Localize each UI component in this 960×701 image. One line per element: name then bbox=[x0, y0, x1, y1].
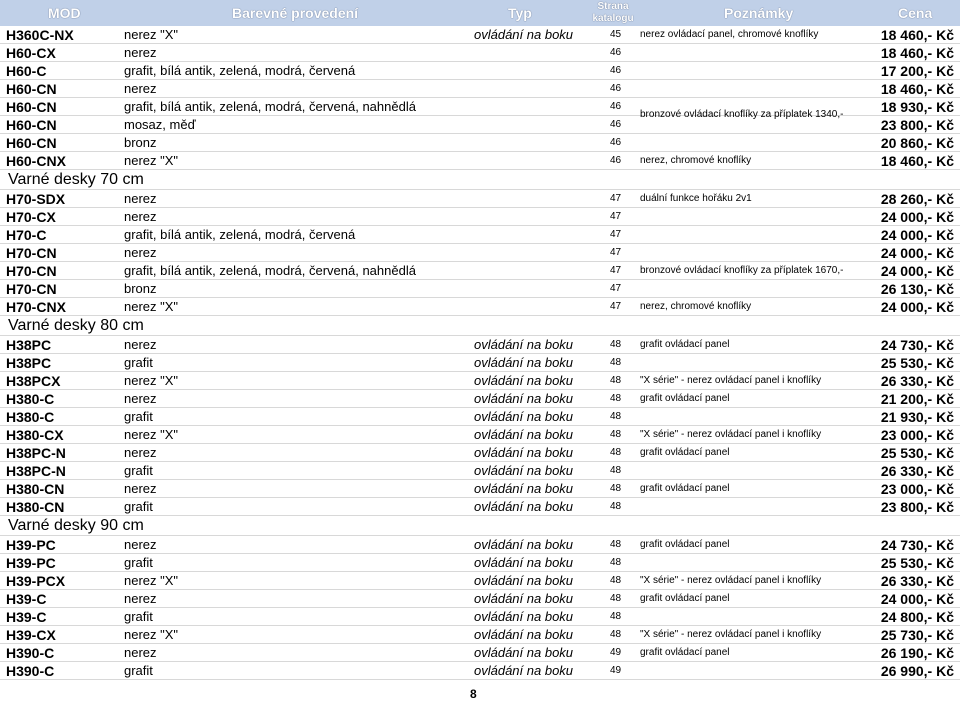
page-cell: 48 bbox=[610, 393, 622, 404]
model-cell: H70-CX bbox=[6, 209, 56, 225]
type-cell: ovládání na boku bbox=[474, 427, 574, 442]
page-cell: 48 bbox=[610, 611, 622, 622]
page-cell: 48 bbox=[610, 375, 622, 386]
note-cell: grafit ovládací panel bbox=[640, 647, 730, 658]
note-cell: "X série" - nerez ovládací panel i knoflíky bbox=[640, 575, 822, 586]
note-cell: grafit ovládací panel bbox=[640, 483, 730, 494]
header-notes: Poznámky bbox=[724, 5, 794, 21]
model-cell: H60-CX bbox=[6, 45, 56, 61]
model-cell: H380-C bbox=[6, 409, 55, 425]
table-row bbox=[0, 644, 960, 662]
table-row bbox=[0, 572, 960, 590]
note-cell: bronzové ovládací knoflíky za příplatek 1670,- bbox=[640, 265, 844, 276]
color-cell: grafit, bílá antik, zelená, modrá, červená, nahnědlá bbox=[124, 263, 416, 278]
page-cell: 46 bbox=[610, 155, 622, 166]
header-page bbox=[590, 1, 636, 25]
price-cell: 24 000,- Kč bbox=[880, 209, 954, 225]
color-cell: nerez "X" bbox=[124, 299, 179, 314]
color-cell: nerez "X" bbox=[124, 627, 179, 642]
table-row bbox=[0, 190, 960, 208]
table-row bbox=[0, 336, 960, 354]
section-title: Varné desky 70 cm bbox=[8, 171, 144, 188]
table-row bbox=[0, 408, 960, 426]
model-cell: H70-CN bbox=[6, 263, 57, 279]
table-row bbox=[0, 662, 960, 680]
note-cell: "X série" - nerez ovládací panel i knoflíky bbox=[640, 429, 822, 440]
type-cell: ovládání na boku bbox=[474, 573, 574, 588]
price-cell: 18 460,- Kč bbox=[880, 45, 954, 61]
table-row bbox=[0, 536, 960, 554]
price-cell: 24 000,- Kč bbox=[880, 591, 954, 607]
model-cell: H70-C bbox=[6, 227, 47, 243]
note-cell: grafit ovládací panel bbox=[640, 339, 730, 350]
page-cell: 48 bbox=[610, 411, 622, 422]
color-cell: nerez bbox=[124, 337, 157, 352]
price-cell: 24 800,- Kč bbox=[880, 609, 954, 625]
price-cell: 26 330,- Kč bbox=[880, 573, 954, 589]
price-table bbox=[0, 26, 960, 680]
page-cell: 46 bbox=[610, 137, 622, 148]
price-cell: 18 460,- Kč bbox=[880, 81, 954, 97]
model-cell: H390-C bbox=[6, 645, 55, 661]
price-cell: 25 730,- Kč bbox=[880, 627, 954, 643]
page-cell: 46 bbox=[610, 101, 622, 112]
price-cell: 18 460,- Kč bbox=[880, 153, 954, 169]
type-cell: ovládání na boku bbox=[474, 337, 574, 352]
table-row bbox=[0, 62, 960, 80]
color-cell: grafit, bílá antik, zelená, modrá, červená, nahnědlá bbox=[124, 99, 416, 114]
page-cell: 48 bbox=[610, 483, 622, 494]
page-cell: 47 bbox=[610, 247, 622, 258]
type-cell: ovládání na boku bbox=[474, 27, 574, 42]
color-cell: nerez bbox=[124, 191, 157, 206]
page-number: 8 bbox=[470, 687, 477, 701]
model-cell: H360C-NX bbox=[6, 27, 74, 43]
model-cell: H70-CN bbox=[6, 281, 57, 297]
price-cell: 24 000,- Kč bbox=[880, 227, 954, 243]
price-cell: 25 530,- Kč bbox=[880, 555, 954, 571]
color-cell: nerez "X" bbox=[124, 27, 179, 42]
page-cell: 48 bbox=[610, 465, 622, 476]
page-cell: 48 bbox=[610, 593, 622, 604]
table-header bbox=[0, 0, 960, 26]
model-cell: H70-CNX bbox=[6, 299, 66, 315]
price-cell: 18 930,- Kč bbox=[880, 99, 954, 115]
color-cell: nerez bbox=[124, 537, 157, 552]
type-cell: ovládání na boku bbox=[474, 355, 574, 370]
table-row bbox=[0, 26, 960, 44]
table-row bbox=[0, 426, 960, 444]
price-cell: 26 330,- Kč bbox=[880, 373, 954, 389]
page-cell: 47 bbox=[610, 283, 622, 294]
color-cell: nerez bbox=[124, 445, 157, 460]
table-row bbox=[0, 152, 960, 170]
section-heading bbox=[0, 316, 960, 336]
price-cell: 18 460,- Kč bbox=[880, 27, 954, 43]
page-cell: 46 bbox=[610, 47, 622, 58]
table-row bbox=[0, 298, 960, 316]
page-cell: 48 bbox=[610, 447, 622, 458]
model-cell: H380-CX bbox=[6, 427, 64, 443]
color-cell: grafit, bílá antik, zelená, modrá, červená bbox=[124, 227, 356, 242]
type-cell: ovládání na boku bbox=[474, 609, 574, 624]
model-cell: H39-PC bbox=[6, 555, 56, 571]
page-cell: 47 bbox=[610, 229, 622, 240]
model-cell: H380-C bbox=[6, 391, 55, 407]
price-cell: 20 860,- Kč bbox=[880, 135, 954, 151]
price-cell: 17 200,- Kč bbox=[880, 63, 954, 79]
price-cell: 25 530,- Kč bbox=[880, 355, 954, 371]
table-row bbox=[0, 462, 960, 480]
table-row bbox=[0, 372, 960, 390]
model-cell: H60-CNX bbox=[6, 153, 66, 169]
page-cell: 46 bbox=[610, 65, 622, 76]
color-cell: bronz bbox=[124, 135, 157, 150]
page-cell: 45 bbox=[610, 29, 622, 40]
price-cell: 26 330,- Kč bbox=[880, 463, 954, 479]
type-cell: ovládání na boku bbox=[474, 409, 574, 424]
price-cell: 24 000,- Kč bbox=[880, 299, 954, 315]
page-cell: 46 bbox=[610, 119, 622, 130]
page-cell: 48 bbox=[610, 575, 622, 586]
color-cell: grafit, bílá antik, zelená, modrá, červená bbox=[124, 63, 356, 78]
header-page-line2: katalogu bbox=[592, 13, 634, 24]
table-row bbox=[0, 498, 960, 516]
type-cell: ovládání na boku bbox=[474, 537, 574, 552]
model-cell: H60-CN bbox=[6, 99, 57, 115]
model-cell: H38PC bbox=[6, 337, 52, 353]
page-cell: 49 bbox=[610, 647, 622, 658]
header-type: Typ bbox=[508, 5, 532, 21]
header-colors: Barevné provedení bbox=[232, 5, 359, 21]
table-row bbox=[0, 208, 960, 226]
type-cell: ovládání na boku bbox=[474, 555, 574, 570]
section-title: Varné desky 80 cm bbox=[8, 317, 144, 334]
price-cell: 26 990,- Kč bbox=[880, 663, 954, 679]
table-row bbox=[0, 480, 960, 498]
note-cell: grafit ovládací panel bbox=[640, 593, 730, 604]
model-cell: H380-CN bbox=[6, 481, 65, 497]
header-mod: MOD bbox=[48, 5, 81, 21]
model-cell: H60-CN bbox=[6, 81, 57, 97]
price-cell: 23 800,- Kč bbox=[880, 499, 954, 515]
page-cell: 47 bbox=[610, 265, 622, 276]
color-cell: nerez bbox=[124, 591, 157, 606]
note-cell: nerez, chromové knoflíky bbox=[640, 155, 752, 166]
page-cell: 49 bbox=[610, 665, 622, 676]
model-cell: H38PC-N bbox=[6, 445, 66, 461]
section-heading bbox=[0, 170, 960, 190]
price-cell: 23 000,- Kč bbox=[880, 481, 954, 497]
color-cell: nerez "X" bbox=[124, 573, 179, 588]
type-cell: ovládání na boku bbox=[474, 499, 574, 514]
table-row bbox=[0, 262, 960, 280]
note-cell: nerez ovládací panel, chromové knoflíky bbox=[640, 29, 819, 40]
page-cell: 48 bbox=[610, 339, 622, 350]
color-cell: nerez "X" bbox=[124, 427, 179, 442]
color-cell: grafit bbox=[124, 409, 153, 424]
note-cell: grafit ovládací panel bbox=[640, 447, 730, 458]
type-cell: ovládání na boku bbox=[474, 645, 574, 660]
price-cell: 24 730,- Kč bbox=[880, 537, 954, 553]
price-cell: 23 000,- Kč bbox=[880, 427, 954, 443]
type-cell: ovládání na boku bbox=[474, 481, 574, 496]
model-cell: H38PC-N bbox=[6, 463, 66, 479]
color-cell: nerez bbox=[124, 391, 157, 406]
price-cell: 28 260,- Kč bbox=[880, 191, 954, 207]
price-cell: 23 800,- Kč bbox=[880, 117, 954, 133]
model-cell: H39-C bbox=[6, 591, 47, 607]
model-cell: H60-CN bbox=[6, 135, 57, 151]
type-cell: ovládání na boku bbox=[474, 391, 574, 406]
model-cell: H38PC bbox=[6, 355, 52, 371]
table-row bbox=[0, 134, 960, 152]
table-row bbox=[0, 626, 960, 644]
table-row bbox=[0, 80, 960, 98]
table-row bbox=[0, 280, 960, 298]
type-cell: ovládání na boku bbox=[474, 591, 574, 606]
model-cell: H60-C bbox=[6, 63, 47, 79]
price-cell: 21 200,- Kč bbox=[880, 391, 954, 407]
type-cell: ovládání na boku bbox=[474, 445, 574, 460]
model-cell: H39-PC bbox=[6, 537, 56, 553]
color-cell: nerez "X" bbox=[124, 153, 179, 168]
color-cell: grafit bbox=[124, 555, 153, 570]
note-cell: nerez, chromové knoflíky bbox=[640, 301, 752, 312]
page-cell: 47 bbox=[610, 301, 622, 312]
color-cell: bronz bbox=[124, 281, 157, 296]
page-cell: 48 bbox=[610, 557, 622, 568]
color-cell: nerez bbox=[124, 645, 157, 660]
merged-note: bronzové ovládací knoflíky za příplatek 1340,- bbox=[640, 109, 844, 120]
color-cell: nerez bbox=[124, 245, 157, 260]
color-cell: nerez bbox=[124, 81, 157, 96]
type-cell: ovládání na boku bbox=[474, 627, 574, 642]
price-cell: 21 930,- Kč bbox=[880, 409, 954, 425]
note-cell: grafit ovládací panel bbox=[640, 393, 730, 404]
model-cell: H39-C bbox=[6, 609, 47, 625]
model-cell: H380-CN bbox=[6, 499, 65, 515]
color-cell: nerez "X" bbox=[124, 373, 179, 388]
page-cell: 48 bbox=[610, 357, 622, 368]
model-cell: H70-SDX bbox=[6, 191, 66, 207]
type-cell: ovládání na boku bbox=[474, 463, 574, 478]
note-cell: grafit ovládací panel bbox=[640, 539, 730, 550]
table-row bbox=[0, 608, 960, 626]
price-cell: 26 190,- Kč bbox=[880, 645, 954, 661]
table-row bbox=[0, 354, 960, 372]
price-cell: 24 000,- Kč bbox=[880, 263, 954, 279]
color-cell: grafit bbox=[124, 663, 153, 678]
note-cell: "X série" - nerez ovládací panel i knoflíky bbox=[640, 375, 822, 386]
model-cell: H60-CN bbox=[6, 117, 57, 133]
price-cell: 25 530,- Kč bbox=[880, 445, 954, 461]
section-heading bbox=[0, 516, 960, 536]
color-cell: grafit bbox=[124, 463, 153, 478]
color-cell: nerez bbox=[124, 45, 157, 60]
type-cell: ovládání na boku bbox=[474, 373, 574, 388]
table-row bbox=[0, 44, 960, 62]
table-row bbox=[0, 444, 960, 462]
model-cell: H38PCX bbox=[6, 373, 61, 389]
table-row bbox=[0, 390, 960, 408]
color-cell: grafit bbox=[124, 499, 153, 514]
header-page-line1: Strana bbox=[597, 1, 629, 12]
page-cell: 47 bbox=[610, 193, 622, 204]
note-cell: "X série" - nerez ovládací panel i knoflíky bbox=[640, 629, 822, 640]
model-cell: H390-C bbox=[6, 663, 55, 679]
page-cell: 46 bbox=[610, 83, 622, 94]
price-cell: 24 730,- Kč bbox=[880, 337, 954, 353]
header-price: Cena bbox=[898, 5, 933, 21]
note-cell: duální funkce hořáku 2v1 bbox=[640, 193, 752, 204]
section-title: Varné desky 90 cm bbox=[8, 517, 144, 534]
table-row bbox=[0, 226, 960, 244]
color-cell: grafit bbox=[124, 355, 153, 370]
model-cell: H70-CN bbox=[6, 245, 57, 261]
page-cell: 48 bbox=[610, 501, 622, 512]
price-cell: 24 000,- Kč bbox=[880, 245, 954, 261]
type-cell: ovládání na boku bbox=[474, 663, 574, 678]
color-cell: nerez bbox=[124, 481, 157, 496]
page-cell: 48 bbox=[610, 429, 622, 440]
page-cell: 48 bbox=[610, 539, 622, 550]
model-cell: H39-CX bbox=[6, 627, 56, 643]
color-cell: grafit bbox=[124, 609, 153, 624]
price-cell: 26 130,- Kč bbox=[880, 281, 954, 297]
color-cell: nerez bbox=[124, 209, 157, 224]
color-cell: mosaz, měď bbox=[124, 117, 196, 132]
page-cell: 47 bbox=[610, 211, 622, 222]
table-row bbox=[0, 244, 960, 262]
table-row bbox=[0, 590, 960, 608]
table-row bbox=[0, 554, 960, 572]
model-cell: H39-PCX bbox=[6, 573, 66, 589]
page-cell: 48 bbox=[610, 629, 622, 640]
